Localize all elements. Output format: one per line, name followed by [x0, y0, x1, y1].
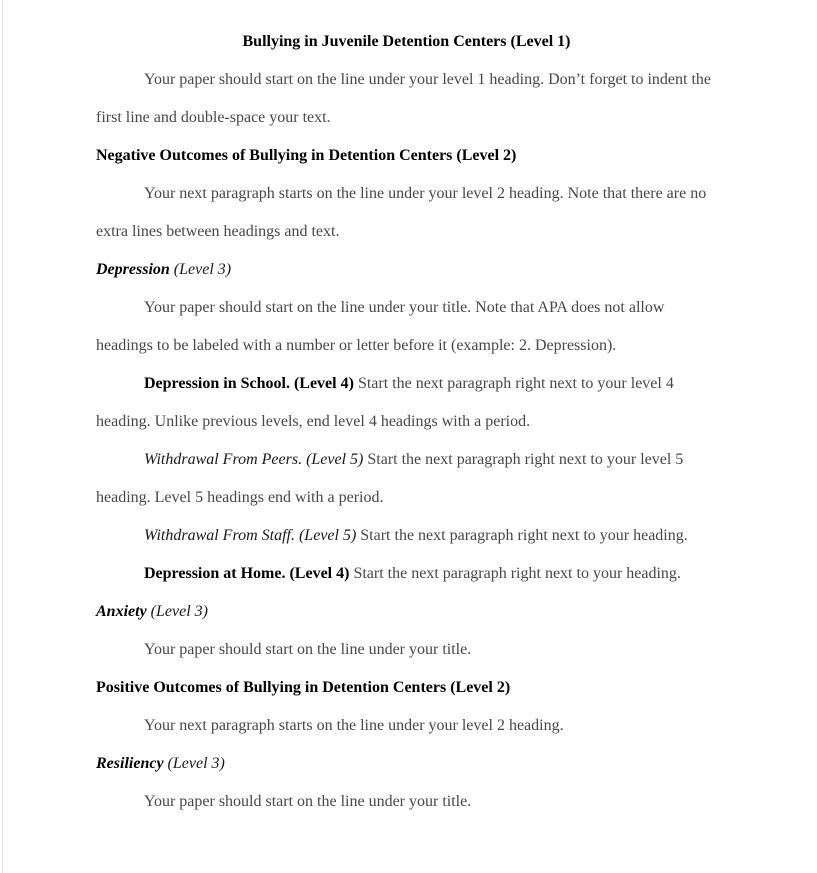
- paragraph-run: Your next paragraph starts on the line under your level 2 heading.: [144, 717, 564, 734]
- paragraph-run: Your paper should start on the line under your title.: [144, 793, 472, 810]
- heading-level-2: [96, 669, 717, 707]
- paragraph-level-4-run: Depression in School. (Level 4): [144, 375, 354, 392]
- paragraph: [96, 707, 717, 745]
- heading-level-1-run: Bullying in Juvenile Detention Centers (Level 1): [242, 33, 571, 50]
- paragraph-level-5-run: Start the next paragraph right next to your level 5 heading. Level 5 headings end with a period.: [96, 451, 684, 506]
- paragraph-level-5-run: Start the next paragraph right next to your heading.: [356, 527, 688, 544]
- paragraph-level-5-run: Withdrawal From Staff. (Level 5): [144, 527, 357, 544]
- heading-level-3-run: Anxiety: [96, 603, 147, 620]
- heading-level-3: [96, 251, 717, 289]
- paragraph-level-4: [96, 365, 717, 441]
- paragraph: [96, 289, 717, 365]
- paragraph-level-4-run: Start the next paragraph right next to your heading.: [349, 565, 681, 582]
- heading-level-3-run: Resiliency: [96, 755, 164, 772]
- paragraph-run: Your next paragraph starts on the line under your level 2 heading. Note that there are no extra lines between headings and text.: [96, 185, 707, 240]
- heading-level-3: [96, 745, 717, 783]
- heading-level-3-run: (Level 3): [169, 261, 232, 278]
- paragraph-run: Your paper should start on the line under your level 1 heading. Don’t forget to indent the first line and double-space your text.: [96, 71, 712, 126]
- paragraph-level-5-run: Withdrawal From Peers. (Level 5): [144, 451, 364, 468]
- paragraph: [96, 631, 717, 669]
- paragraph: [96, 175, 717, 251]
- paragraph-level-5: [96, 517, 717, 555]
- paragraph-level-4-run: Start the next paragraph right next to your level 4 heading. Unlike previous levels, end level 4 headings with a period.: [96, 375, 674, 430]
- paragraph: [96, 783, 717, 821]
- heading-level-3-run: Depression: [96, 261, 170, 278]
- heading-level-2: [96, 137, 717, 175]
- heading-level-2-run: Negative Outcomes of Bullying in Detention Centers (Level 2): [96, 147, 517, 164]
- paragraph-level-5: [96, 441, 717, 517]
- heading-level-3-run: (Level 3): [163, 755, 225, 772]
- heading-level-2-run: Positive Outcomes of Bullying in Detention Centers (Level 2): [96, 679, 511, 696]
- paragraph-run: Your paper should start on the line under your title.: [144, 641, 472, 658]
- paragraph-run: Your paper should start on the line under your title. Note that APA does not allow headings to be labeled with a number or letter before it (example: 2. Depression).: [96, 299, 665, 354]
- heading-level-3: [96, 593, 717, 631]
- paragraph-level-4: [96, 555, 717, 593]
- heading-level-1: [96, 23, 717, 61]
- paragraph: [96, 61, 717, 137]
- heading-level-3-run: (Level 3): [146, 603, 208, 620]
- paragraph-level-4-run: Depression at Home. (Level 4): [144, 565, 350, 582]
